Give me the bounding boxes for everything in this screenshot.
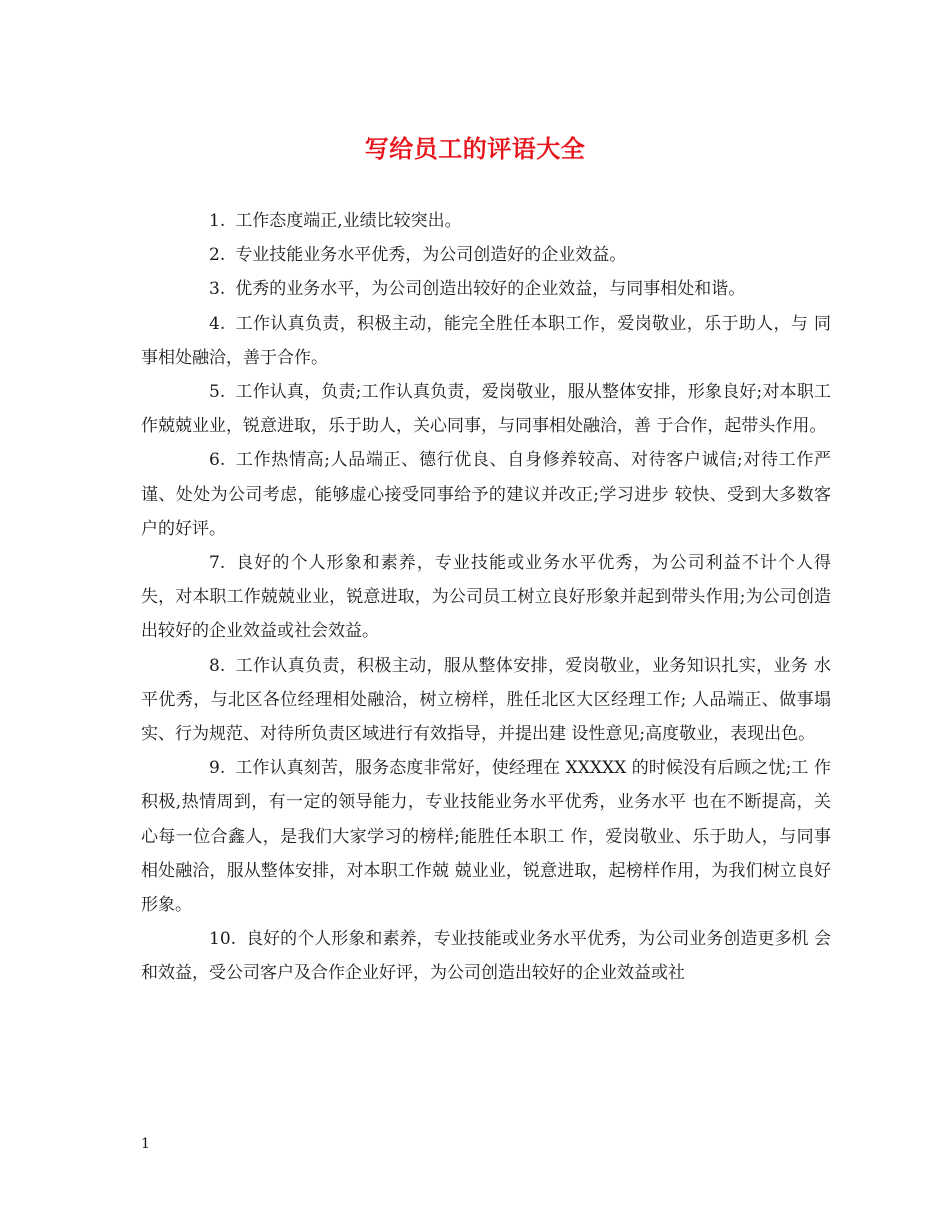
- document-body: [141, 204, 831, 991]
- item-text: 工作态度端正,业绩比较突出。: [235, 211, 462, 231]
- item-text: 工作热情高;人品端正、德行优良、自身修养较高、对待客户诚信;对待工作严谨、处处为公司考虑，能够虚心接受同事给予的建议并改正;学习进步 较快、受到大多数客户的好评。: [141, 450, 831, 539]
- list-item: [141, 649, 831, 752]
- item-number: 5.: [209, 382, 226, 403]
- item-number: 2.: [209, 245, 226, 266]
- item-number: 7.: [209, 553, 226, 574]
- item-text: 良好的个人形象和素养，专业技能或业务水平优秀，为公司业务创造更多机 会和效益，受公司客户及合作企业好评，为公司创造出较好的企业效益或社: [141, 929, 831, 984]
- item-number: 6.: [209, 450, 226, 471]
- item-text: 工作认真负责，积极主动，能完全胜任本职工作，爱岗敬业，乐于助人，与 同事相处融洽，善于合作。: [141, 313, 831, 368]
- list-item: [141, 204, 831, 238]
- list-item: [141, 443, 831, 546]
- page-number: 1: [141, 1136, 150, 1152]
- list-item: [141, 546, 831, 649]
- list-item: [141, 922, 831, 990]
- list-item: [141, 375, 831, 443]
- item-text: 良好的个人形象和素养，专业技能或业务水平优秀，为公司利益不计个人得 失，对本职工作兢兢业业，锐意进取，为公司员工树立良好形象并起到带头作用;为公司创造出较好的企业效益或社会效益。: [141, 553, 831, 642]
- list-item: [141, 751, 831, 922]
- item-text: 工作认真，负责;工作认真负责，爱岗敬业，服从整体安排，形象良好;对本职工作兢兢业业，锐意进取，乐于助人，关心同事，与同事相处融洽，善 于合作，起带头作用。: [141, 382, 831, 437]
- list-item: [141, 238, 831, 272]
- item-text: 工作认真刻苦，服务态度非常好，使经理在 XXXXX 的时候没有后顾之忧;工 作积极,热情周到，有一定的领导能力，专业技能业务水平优秀，业务水平 也在不断提高，关心每一位合鑫人，是我们大家学习的榜样;能胜任本职工 作，爱岗敬业、乐于助人，与同事相处融洽，服从整体安排，对本职工作兢 兢业业，锐意进取，起榜样作用，为我们树立良好形象。: [141, 758, 831, 916]
- list-item: [141, 307, 831, 375]
- item-number: 8.: [209, 655, 226, 676]
- item-number: 1.: [209, 211, 226, 231]
- list-item: [141, 272, 831, 306]
- item-number: 9.: [209, 758, 226, 779]
- item-number: 3.: [209, 279, 226, 300]
- item-text: 专业技能业务水平优秀，为公司创造好的企业效益。: [235, 245, 627, 266]
- item-number: 10.: [209, 929, 237, 950]
- document-title: 写给员工的评语大全: [364, 134, 586, 163]
- item-text: 优秀的业务水平，为公司创造出较好的企业效益，与同事相处和谐。: [235, 279, 746, 300]
- item-number: 4.: [209, 313, 226, 334]
- item-text: 工作认真负责，积极主动，服从整体安排，爱岗敬业，业务知识扎实，业务 水平优秀，与北区各位经理相处融洽，树立榜样，胜任北区大区经理工作; 人品端正、做事塌实、行为规范、对待所负责区域进行有效指导，并提出建 设性意见;高度敬业，表现出色。: [141, 655, 831, 745]
